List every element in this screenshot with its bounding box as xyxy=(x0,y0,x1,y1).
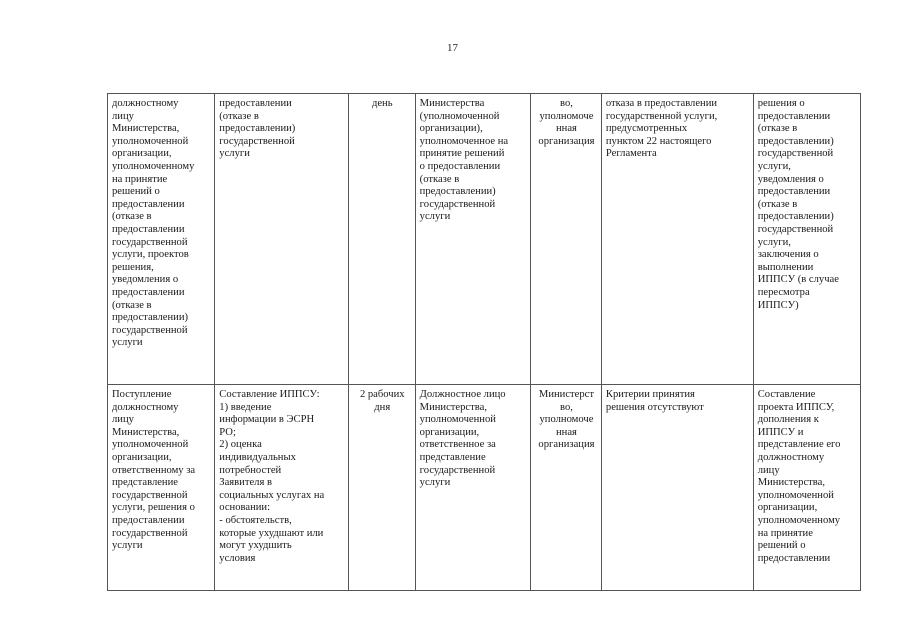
cell-duration: день xyxy=(348,94,415,385)
cell-location: во, уполномоче нная организация xyxy=(531,94,602,385)
page-number: 17 xyxy=(447,42,458,54)
cell-result: Составление проекта ИППСУ, дополнения к ИППСУ и представление его должностному лицу Министерства, уполномоченной организации, уполномоченному на принятие решений о предоставлении xyxy=(753,385,860,591)
procedure-table xyxy=(107,93,861,591)
cell-action-content: Поступление должностному лицу Министерства, уполномоченной организации, ответственному за представление государственной услуги, решения о предоставлении государственной услуги xyxy=(108,385,215,591)
cell-decision-criteria: Критерии принятия решения отсутствуют xyxy=(601,385,753,591)
cell-procedure: предоставлении (отказе в предоставлении) государственной услуги xyxy=(215,94,349,385)
cell-location: Министерст во, уполномоче нная организация xyxy=(531,385,602,591)
cell-procedure: Составление ИППСУ: 1) введение информации в ЭСРН РО; 2) оценка индивидуальных потребностей Заявителя в социальных услугах на основании: - обстоятельств, которые ухудшают или могут ухудшить условия xyxy=(215,385,349,591)
cell-responsible-official: Министерства (уполномоченной организации), уполномоченное на принятие решений о предоставлении (отказе в предоставлении) государственной услуги xyxy=(415,94,530,385)
cell-duration: 2 рабочих дня xyxy=(348,385,415,591)
cell-result: решения о предоставлении (отказе в предоставлении) государственной услуги, уведомления о предоставлении (отказе в предоставлении) государственной услуги, заключения о выполнении ИППСУ (в случае пересмотра ИППСУ) xyxy=(753,94,860,385)
table-row xyxy=(108,385,861,591)
cell-decision-criteria: отказа в предоставлении государственной услуги, предусмотренных пунктом 22 настоящего Регламента xyxy=(601,94,753,385)
cell-responsible-official: Должностное лицо Министерства, уполномоченной организации, ответственное за представление государственной услуги xyxy=(415,385,530,591)
cell-action-content: должностному лицу Министерства, уполномоченной организации, уполномоченному на принятие решений о предоставлении (отказе в предоставлении государственной услуги, проектов решения, уведомления о предоставлении (отказе в предоставлении) государственной услуги xyxy=(108,94,215,385)
table-row xyxy=(108,94,861,385)
